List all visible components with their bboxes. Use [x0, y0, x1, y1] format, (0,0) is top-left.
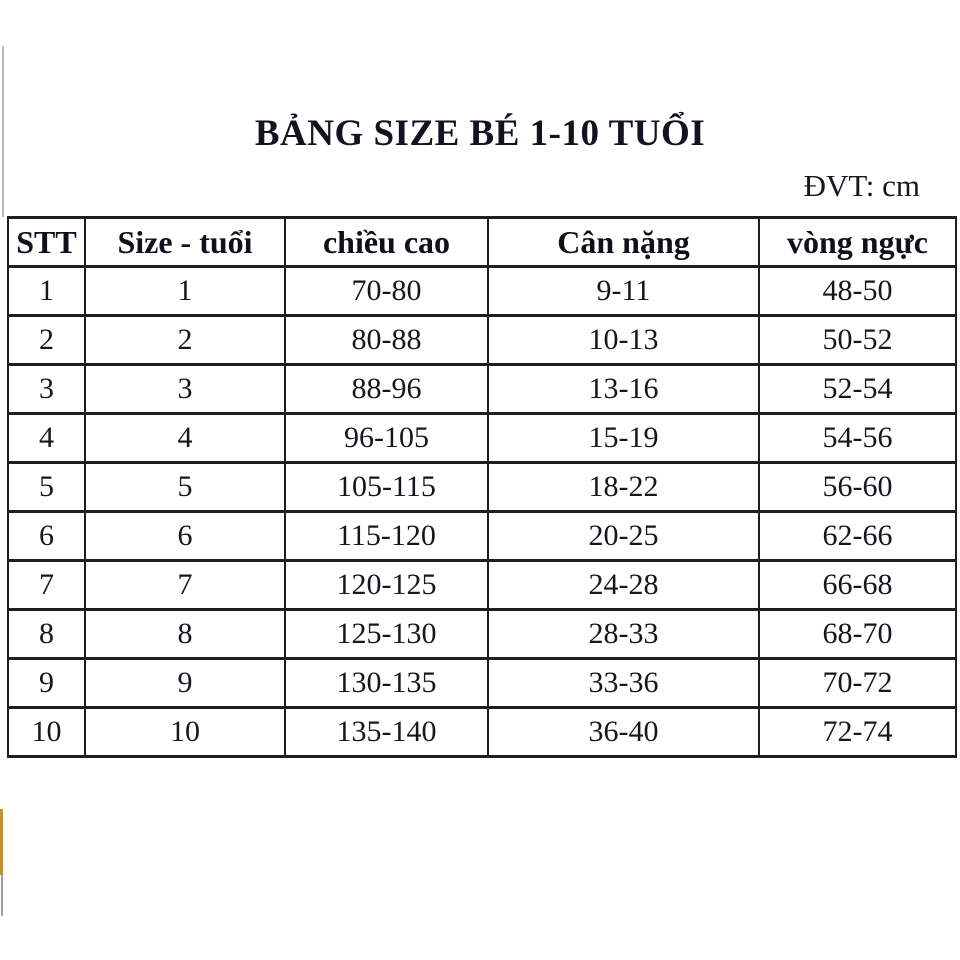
table-cell: 72-74: [759, 708, 956, 757]
header-cell-height: chiều cao: [285, 218, 488, 267]
table-cell: 115-120: [285, 512, 488, 561]
table-cell: 56-60: [759, 463, 956, 512]
table-row: [8, 267, 956, 316]
table-cell: 28-33: [488, 610, 759, 659]
table-cell: 2: [85, 316, 285, 365]
unit-label: ĐVT: cm: [803, 168, 920, 203]
table-cell: 10: [8, 708, 85, 757]
table-cell: 24-28: [488, 561, 759, 610]
table-cell: 10-13: [488, 316, 759, 365]
table-cell: 7: [8, 561, 85, 610]
table-cell: 9-11: [488, 267, 759, 316]
header-cell-weight: Cân nặng: [488, 218, 759, 267]
table-row: [8, 316, 956, 365]
table-cell: 125-130: [285, 610, 488, 659]
table-row: [8, 365, 956, 414]
table-cell: 105-115: [285, 463, 488, 512]
table-row: [8, 659, 956, 708]
page-title: BẢNG SIZE BÉ 1-10 TUỔI: [254, 113, 706, 154]
table-cell: 66-68: [759, 561, 956, 610]
table-row: [8, 708, 956, 757]
table-cell: 18-22: [488, 463, 759, 512]
table-cell: 10: [85, 708, 285, 757]
table-cell: 2: [8, 316, 85, 365]
size-chart-table: [7, 216, 957, 758]
table-cell: 54-56: [759, 414, 956, 463]
table-row: [8, 561, 956, 610]
table-cell: 7: [85, 561, 285, 610]
table-cell: 96-105: [285, 414, 488, 463]
header-cell-chest: vòng ngực: [759, 218, 956, 267]
table-cell: 5: [85, 463, 285, 512]
table-cell: 36-40: [488, 708, 759, 757]
table-cell: 3: [8, 365, 85, 414]
table-cell: 9: [8, 659, 85, 708]
page-edge-line-gray-bottom: [1, 875, 3, 916]
table-cell: 3: [85, 365, 285, 414]
table-cell: 1: [85, 267, 285, 316]
table-cell: 4: [8, 414, 85, 463]
header-cell-size-age: Size - tuổi: [85, 218, 285, 267]
table-cell: 130-135: [285, 659, 488, 708]
table-cell: 50-52: [759, 316, 956, 365]
table-header-row: [8, 218, 956, 267]
table-row: [8, 414, 956, 463]
table-cell: 33-36: [488, 659, 759, 708]
table-row: [8, 512, 956, 561]
table-cell: 52-54: [759, 365, 956, 414]
table-cell: 5: [8, 463, 85, 512]
table-cell: 6: [85, 512, 285, 561]
table-cell: 88-96: [285, 365, 488, 414]
table-cell: 68-70: [759, 610, 956, 659]
header-cell-stt: STT: [8, 218, 85, 267]
table-cell: 135-140: [285, 708, 488, 757]
table-cell: 8: [8, 610, 85, 659]
table-cell: 48-50: [759, 267, 956, 316]
table-cell: 6: [8, 512, 85, 561]
table-cell: 15-19: [488, 414, 759, 463]
table-cell: 70-72: [759, 659, 956, 708]
table-cell: 8: [85, 610, 285, 659]
table-cell: 80-88: [285, 316, 488, 365]
page-edge-line-orange: [0, 809, 3, 875]
table-cell: 4: [85, 414, 285, 463]
table-row: [8, 463, 956, 512]
table-cell: 13-16: [488, 365, 759, 414]
table-cell: 9: [85, 659, 285, 708]
table-cell: 1: [8, 267, 85, 316]
table-cell: 20-25: [488, 512, 759, 561]
table-row: [8, 610, 956, 659]
table-cell: 70-80: [285, 267, 488, 316]
table-cell: 120-125: [285, 561, 488, 610]
table-cell: 62-66: [759, 512, 956, 561]
